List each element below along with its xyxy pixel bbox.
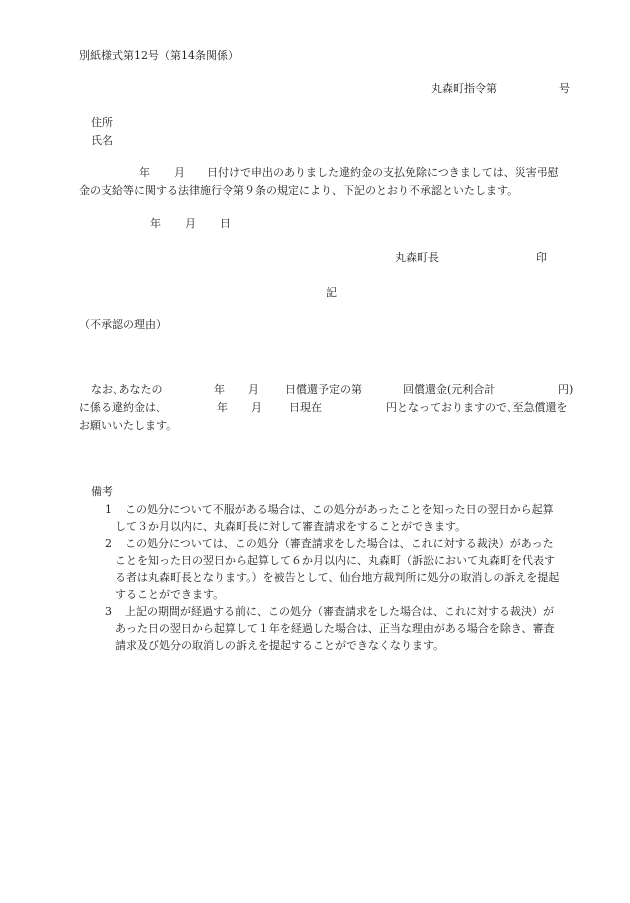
notice-l1-p2: 年 — [214, 383, 225, 396]
body-line1-text: 日付けで申出のありました違約金の支払免除につきましては、災害弔慰 — [207, 166, 559, 179]
remark-2-line: この処分については、この処分（審査請求をした場合は、これに対する裁決）があった — [125, 537, 554, 550]
doc-number-prefix: 丸森町指令第 — [431, 82, 497, 95]
notice-l1-p4: 日償還予定の第 — [285, 383, 362, 396]
remark-3-line: 上記の期間が経過する前に、この処分（審査請求をした場合は、これに対する裁決）が — [125, 605, 554, 618]
notice-l3: お願いいたします。 — [79, 419, 178, 432]
ki-heading: 記 — [326, 286, 337, 299]
notice-l2-p5: 円となっておりますので､至急償還を — [386, 401, 568, 414]
notice-l1-p6: 円) — [558, 383, 574, 396]
date-day: 日 — [220, 217, 231, 230]
reason-label: （不承認の理由） — [79, 318, 167, 331]
remark-3 — [115, 603, 554, 654]
notice-l1-p1: なお､あなたの — [91, 383, 163, 396]
remark-1 — [115, 501, 554, 535]
body-year: 年 — [139, 166, 150, 179]
remark-1-number: 1 — [105, 503, 112, 516]
remark-1-line: して３か月以内に、丸森町長に対して審査請求をすることができます。 — [115, 520, 467, 533]
notice-l1-p3: 月 — [248, 383, 259, 396]
remark-2-line: る者は丸森町長となります。）を被告として、仙台地方裁判所に処分の取消しの訴えを提起 — [115, 571, 560, 584]
issuer-seal: 印 — [536, 251, 547, 264]
address-label: 住所 — [91, 116, 113, 129]
notice-l2-p1: に係る違約金は､ — [79, 401, 162, 414]
name-label: 氏名 — [91, 134, 113, 147]
remarks-title: 備考 — [91, 485, 113, 498]
body-month: 月 — [174, 166, 185, 179]
issuer-title: 丸森町長 — [395, 251, 439, 264]
remark-3-number: 3 — [105, 605, 112, 618]
remark-2-number: 2 — [105, 537, 112, 550]
notice-l2-p3: 月 — [251, 401, 262, 414]
remark-3-line: 請求及び処分の取消しの訴えを提起することができなくなります。 — [115, 639, 445, 652]
notice-l2-p4: 日現在 — [289, 401, 322, 414]
body-line2-text: 金の支給等に関する法律施行令第９条の規定により、下記のとおり不承認といたします。 — [79, 184, 519, 197]
remark-2-line: ことを知った日の翌日から起算して６か月以内に、丸森町（訴訟において丸森町を代表す — [115, 554, 555, 567]
remark-1-line: この処分について不服がある場合は、この処分があったことを知った日の翌日から起算 — [125, 503, 554, 516]
date-year: 年 — [150, 217, 161, 230]
form-number: 別紙様式第12号（第14条関係） — [79, 49, 239, 62]
remark-2-line: することができます。 — [115, 588, 225, 601]
date-month: 月 — [185, 217, 196, 230]
remark-3-line: あった日の翌日から起算して１年を経過した場合は、正当な理由がある場合を除き、審査 — [115, 622, 555, 635]
notice-l1-p5: 回償還金(元利合計 — [403, 383, 496, 396]
remark-2 — [115, 535, 559, 603]
notice-l2-p2: 年 — [217, 401, 228, 414]
doc-number-suffix: 号 — [559, 82, 570, 95]
